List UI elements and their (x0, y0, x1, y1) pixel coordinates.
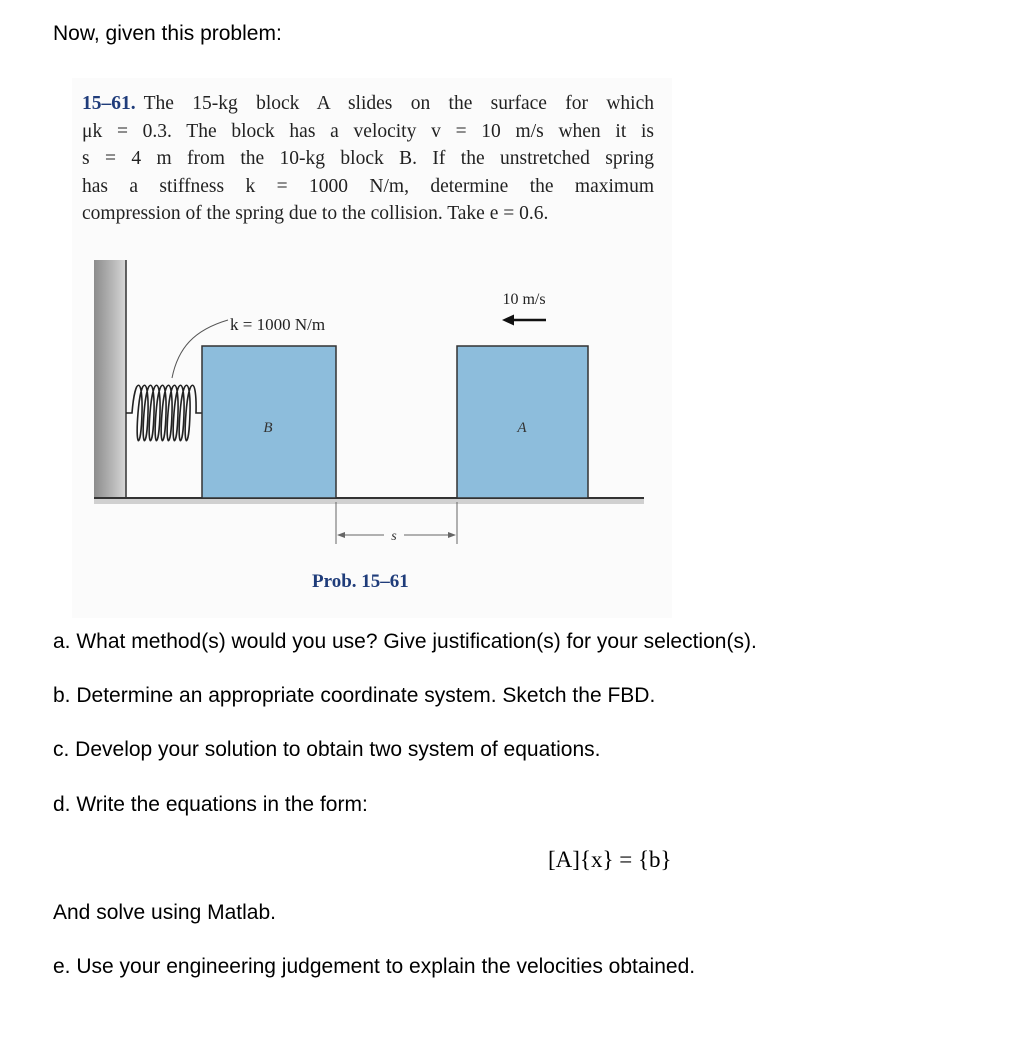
velocity-arrow-head (502, 315, 514, 326)
problem-line-5: compression of the spring due to the collision. Take e = 0.6. (82, 203, 549, 224)
problem-line-1 (82, 90, 654, 118)
velocity-label: 10 m/s (502, 291, 546, 308)
figure-caption: Prob. 15–61 (312, 571, 409, 592)
question-a: a. What method(s) would you use? Give justification(s) for your selection(s). (53, 630, 757, 653)
spring (126, 385, 202, 441)
problem-statement (82, 90, 654, 228)
problem-line-4: has a stiffness k = 1000 N/m, determine the maximum (82, 175, 654, 197)
problem-line-2: μk = 0.3. The block has a velocity v = 10 m/s when it is (82, 120, 654, 142)
distance-label: s (391, 529, 397, 544)
matrix-equation: [A]{x} = {b} (548, 847, 672, 872)
dimension-arrow-left (337, 532, 345, 538)
problem-line-3: s = 4 m from the 10-kg block B. If the unstretched spring (82, 148, 654, 169)
problem-line-1-text: The 15-kg block A slides on the surface for which (143, 93, 654, 114)
wall (94, 260, 126, 498)
problem-number: 15–61. (82, 93, 136, 114)
question-c: c. Develop your solution to obtain two system of equations. (53, 738, 601, 761)
question-b: b. Determine an appropriate coordinate system. Sketch the FBD. (53, 684, 656, 707)
dimension-arrow-right (448, 532, 456, 538)
problem-figure (72, 248, 672, 558)
block-a-label: A (517, 420, 527, 436)
solve-instruction: And solve using Matlab. (53, 901, 276, 924)
question-e: e. Use your engineering judgement to explain the velocities obtained. (53, 955, 696, 978)
intro-text: Now, given this problem: (53, 22, 282, 45)
spring-label: k = 1000 N/m (230, 315, 326, 334)
block-b-label: B (263, 420, 273, 436)
textbook-excerpt (72, 78, 672, 618)
question-d: d. Write the equations in the form: (53, 793, 368, 816)
